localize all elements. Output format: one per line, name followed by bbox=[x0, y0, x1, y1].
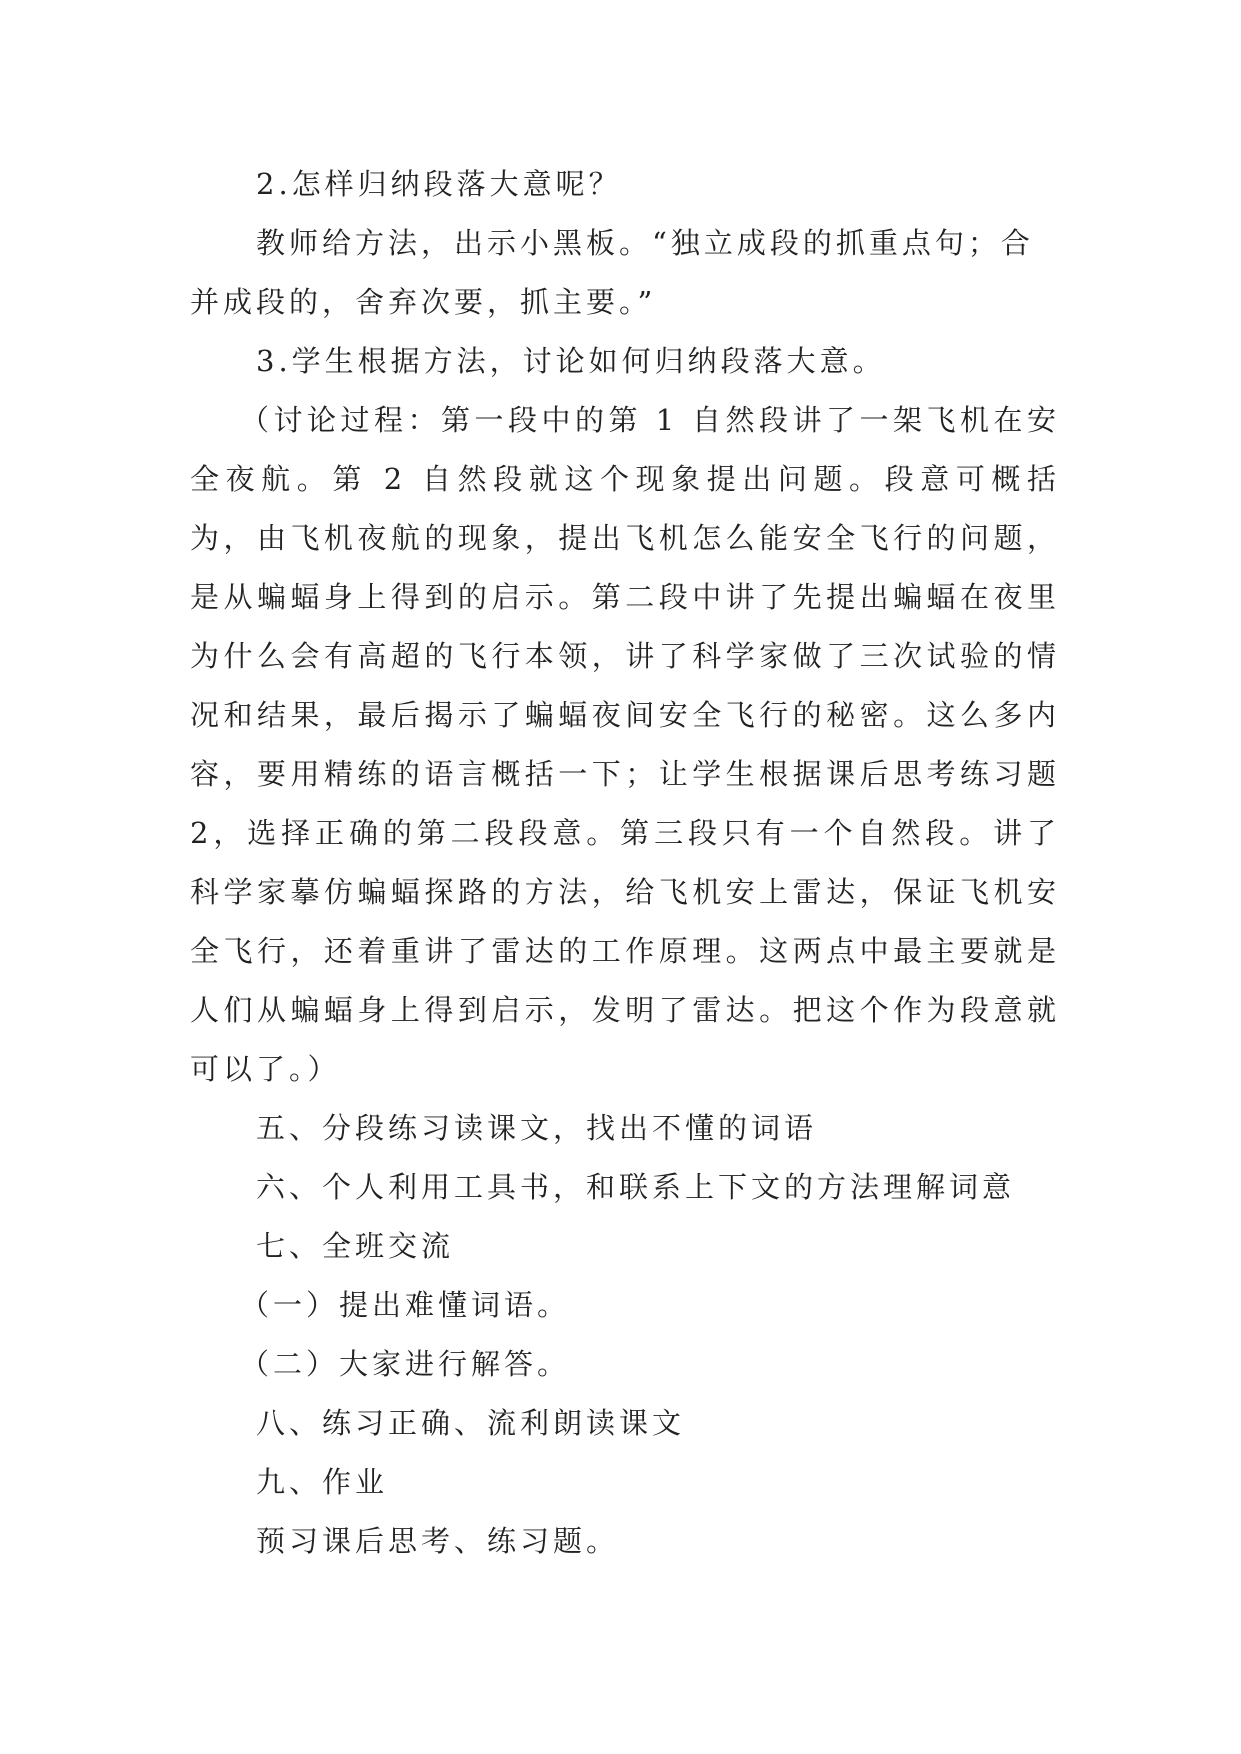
document-body bbox=[190, 155, 1060, 1571]
paragraph-discussion: （讨论过程：第一段中的第 1 自然段讲了一架飞机在安全夜航。第 2 自然段就这个现象提出问题。段意可概括为，由飞机夜航的现象，提出飞机怎么能安全飞行的问题，是从蝙蝠身上得到的启示。第二段中讲了先提出蝙蝠在夜里为什么会有高超的飞行本领，讲了科学家做了三次试验的情况和结果，最后揭示了蝙蝠夜间安全飞行的秘密。这么多内容，要用精练的语言概括一下；让学生根据课后思考练习题 2，选择正确的第二段段意。第三段只有一个自然段。讲了科学家摹仿蝙蝠探路的方法，给飞机安上雷达，保证飞机安全飞行，还着重讲了雷达的工作原理。这两点中最主要就是人们从蝙蝠身上得到启示，发明了雷达。把这个作为段意就可以了。） bbox=[190, 403, 1060, 1086]
subsection-two: （二）大家进行解答。 bbox=[240, 1347, 571, 1381]
homework-detail: 预习课后思考、练习题。 bbox=[256, 1524, 620, 1558]
section-eight: 八、练习正确、流利朗读课文 bbox=[256, 1406, 686, 1440]
section-seven: 七、全班交流 bbox=[256, 1229, 455, 1263]
section-nine: 九、作业 bbox=[256, 1465, 389, 1499]
section-five: 五、分段练习读课文，找出不懂的词语 bbox=[256, 1111, 818, 1145]
paragraph-teacher-method-cont: 并成段的，舍弃次要，抓主要。” bbox=[190, 285, 657, 319]
section-six: 六、个人利用工具书，和联系上下文的方法理解词意 bbox=[256, 1170, 1016, 1204]
subsection-one: （一）提出难懂词语。 bbox=[240, 1288, 571, 1322]
paragraph-question-2: 2.怎样归纳段落大意呢？ bbox=[256, 167, 622, 201]
paragraph-teacher-method: 教师给方法，出示小黑板。“独立成段的抓重点句；合 bbox=[256, 226, 1034, 260]
paragraph-step-3: 3.学生根据方法，讨论如何归纳段落大意。 bbox=[256, 344, 886, 378]
